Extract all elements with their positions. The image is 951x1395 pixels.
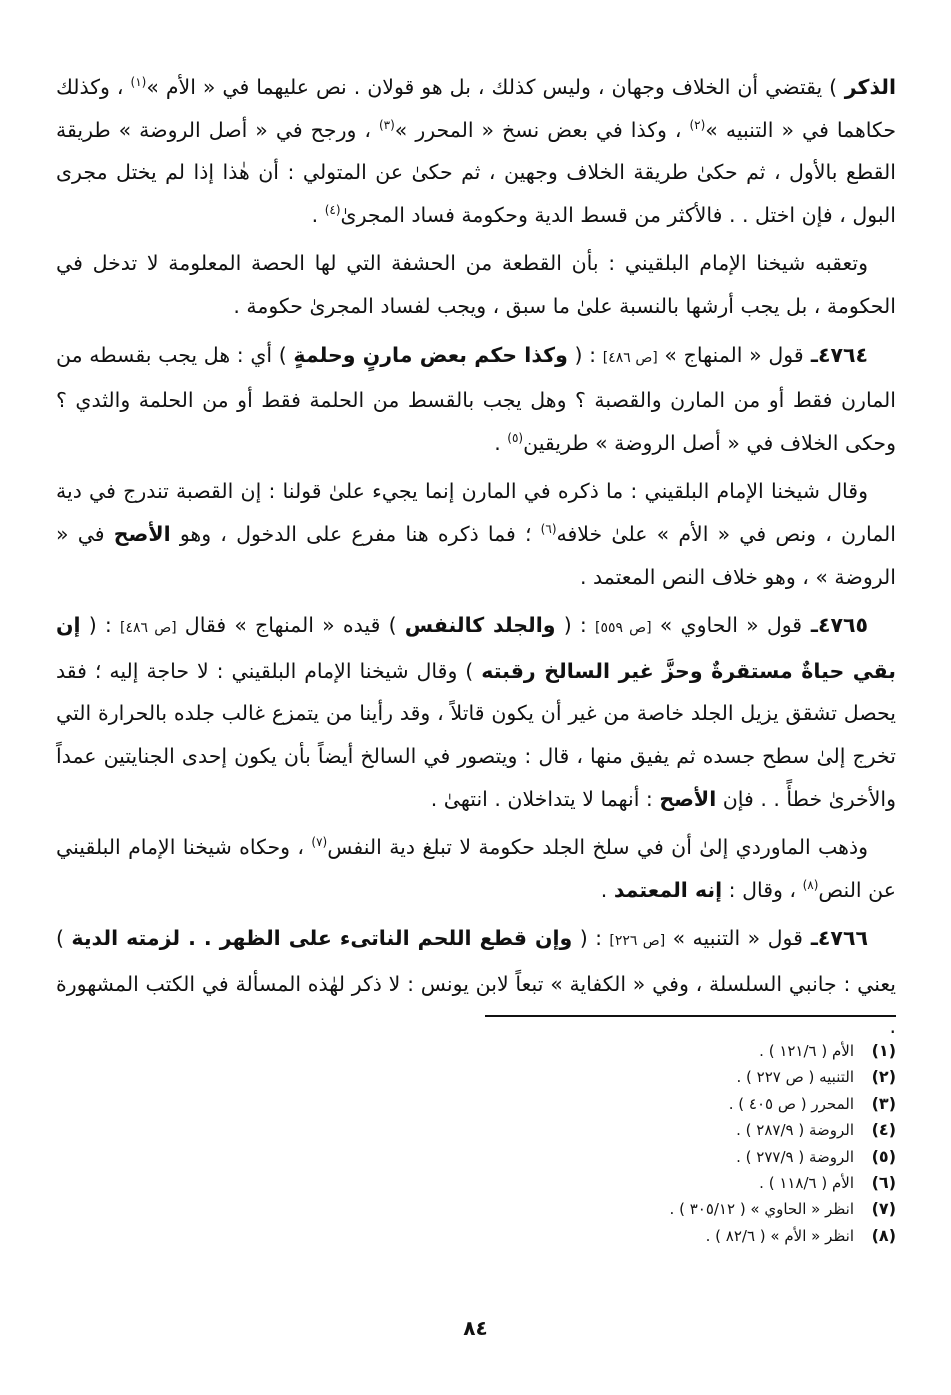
- footnote-ref: (٣): [378, 117, 395, 132]
- text-run: ، وكذلك حكاهما في « التنبيه »: [56, 75, 896, 142]
- footnote-label: (١): [871, 1041, 896, 1060]
- paragraph-p2: [56, 242, 896, 327]
- paragraph-p1: [56, 66, 896, 236]
- footnote-label: (٣): [871, 1093, 896, 1113]
- footnote-text: انظر « الأم » ( ٨٢/٦ ) .: [705, 1226, 854, 1245]
- footnote-ref: (٤): [324, 202, 341, 217]
- text-run: .: [311, 202, 325, 227]
- footnote-item: [56, 1091, 896, 1117]
- bold-text: وإن قطع اللحم الناتىء على الظهر . . لزمته الدية: [71, 926, 573, 951]
- paragraph-p5: [56, 604, 896, 820]
- footnote-item: [56, 1117, 896, 1143]
- text-run: ) قيده « المنهاج » فقال: [176, 613, 405, 638]
- text-run: : (: [572, 926, 610, 951]
- page-number: ٨٤: [463, 1316, 488, 1340]
- text-run: .: [494, 430, 508, 455]
- footnote-text: الروضة ( ٢٧٧/٩ ) .: [736, 1147, 854, 1166]
- bold-text: ٤٧٦٦ـ: [802, 926, 868, 951]
- footnote-item: [56, 1223, 896, 1249]
- bold-text: وكذا حكم بعض مارنٍ وحلمةٍ: [293, 342, 568, 367]
- footnote-ref: (٧): [311, 835, 328, 850]
- text-run: قول « الحاوي »: [651, 613, 803, 638]
- bold-text: الأصح: [659, 786, 717, 811]
- footnote-text: انظر « الحاوي » ( ٣٠٥/١٢ ) .: [669, 1200, 854, 1219]
- text-run: ؛ فما ذكره هنا مفرع على الدخول ، وهو: [170, 521, 541, 546]
- footnote-label: (٨): [871, 1225, 896, 1245]
- text-run: ، وكذا في بعض نسخ « المحرر »: [394, 117, 690, 142]
- footnote-item: [56, 1196, 896, 1222]
- main-text-body: [56, 66, 896, 1054]
- text-run: [ص ٥٥٩]: [595, 620, 652, 637]
- footnote-item: [56, 1170, 896, 1196]
- footnote-ref: (٨): [802, 877, 819, 892]
- text-run: [ص ٢٢٦]: [609, 933, 666, 950]
- text-run: : (: [567, 342, 603, 367]
- footnote-ref: (١): [130, 75, 147, 90]
- text-run: ) أي : هل يجب بقسطه من المارن فقط أو من المارن والقصبة ؟ وهل يجب بالقسط من الحلمة فقط أو من الحلمة والثدي ؟ وحكى الخلاف في « أصل الروضة » طريقين: [56, 342, 896, 455]
- bold-text: الأصح: [113, 521, 171, 546]
- footnote-text: التنبيه ( ص ٢٢٧ ) .: [736, 1068, 854, 1087]
- text-run: وقال شيخنا الإمام البلقيني : ما ذكره في المارن إنما يجيء علىٰ قولنا : إن القصبة تندرج في دية المارن ، ونص في « الأم » علىٰ خلافه: [56, 479, 896, 546]
- text-run: ) وقال شيخنا الإمام البلقيني : لا حاجة إليه ؛ فقد يحصل تشقق يزيل الجلد خاصة من غير أن يكون قاتلاً ، وقد رأينا من يتمزع غالب جلده بالحرارة التي تخرج إلىٰ سطح جسده ثم يفيق منها ، قال : ويتصور في السالخ أيضاً بأن يكون إحدى الجنايتين عمداً والأخرىٰ خطأً . . فإن: [56, 658, 896, 811]
- text-run: [ص ٤٨٦]: [602, 349, 658, 366]
- text-run: في « الروضة » ، وهو خلاف النص المعتمد .: [56, 521, 896, 589]
- footnote-item: [56, 1064, 896, 1090]
- text-run: ، ورجح في « أصل الروضة » طريقة القطع بالأول ، ثم حكىٰ طريقة الخلاف وجهين ، ثم حكىٰ عن المتولي : أن هٰذا إذا لم يختل مجرى البول ، فإن اختل . . فالأكثر من قسط الدية وحكومة فساد المجرىٰ: [56, 117, 896, 227]
- text-run: : (: [80, 613, 121, 638]
- footnote-ref: (٢): [689, 117, 706, 132]
- bold-text: إنه المعتمد: [613, 877, 723, 902]
- footnote-text: الأم ( ١٢١/٦ ) .: [759, 1042, 854, 1060]
- text-run: ، وحكاه شيخنا الإمام البلقيني عن النص: [56, 835, 896, 902]
- bold-text: ٤٧٦٤ـ: [803, 342, 869, 367]
- footnote-label: (٦): [871, 1172, 896, 1192]
- footnote-ref: (٥): [507, 430, 524, 445]
- footnote-label: (٤): [871, 1120, 896, 1140]
- paragraph-p3: [56, 334, 896, 465]
- footnote-text: الروضة ( ٢٨٧/٩ ) .: [736, 1121, 854, 1140]
- text-run: قول « المنهاج »: [657, 342, 804, 367]
- bold-text: إن بقي حياةٌ مستقرةٌ وحزَّ غير السالخ رقبته: [56, 613, 896, 683]
- paragraph-p4: [56, 470, 896, 598]
- footnote-item: [56, 1038, 896, 1064]
- text-run: قول « التنبيه »: [665, 926, 803, 951]
- bold-text: الذكر: [837, 75, 897, 99]
- paragraph-p6: [56, 826, 896, 911]
- text-run: : أنهما لا يتداخلان . انتهىٰ .: [430, 786, 660, 811]
- footnote-separator: [485, 1015, 896, 1017]
- footnote-label: (٧): [871, 1199, 896, 1219]
- text-run: ) يقتضي أن الخلاف وجهان ، وليس كذلك ، بل هو قولان . نص عليهما في « الأم »: [146, 75, 838, 99]
- footnote-item: [56, 1144, 896, 1170]
- text-run: ، وقال :: [722, 877, 803, 902]
- text-run: وذهب الماوردي إلىٰ أن في سلخ الجلد حكومة لا تبلغ دية النفس: [327, 835, 869, 860]
- text-run: [ص ٤٨٦]: [120, 620, 177, 637]
- footnote-text: الأم ( ١١٨/٦ ) .: [759, 1173, 854, 1192]
- text-run: : (: [555, 613, 596, 638]
- footnotes-section: [56, 1038, 896, 1249]
- footnote-label: (٢): [871, 1067, 896, 1087]
- text-run: ) يعني : جانبي السلسلة ، وفي « الكفاية » تبعاً لابن يونس : لا ذكر لهٰذه المسألة في الكتب المشهورة .: [56, 926, 896, 1039]
- footnote-label: (٥): [871, 1146, 896, 1166]
- text-run: .: [600, 877, 614, 902]
- footnote-text: المحرر ( ص ٤٠٥ ) .: [728, 1094, 854, 1113]
- paragraph-p7: [56, 917, 896, 1048]
- bold-text: ٤٧٦٥ـ: [802, 613, 868, 638]
- bold-text: والجلد كالنفس: [404, 613, 556, 638]
- footnote-ref: (٦): [540, 522, 557, 537]
- text-run: وتعقبه شيخنا الإمام البلقيني : بأن القطعة من الحشفة التي لها الحصة المعلومة لا تدخل في الحكومة ، بل يجب أرشها بالنسبة علىٰ ما سبق ، ويجب لفساد المجرىٰ حكومة .: [56, 251, 896, 318]
